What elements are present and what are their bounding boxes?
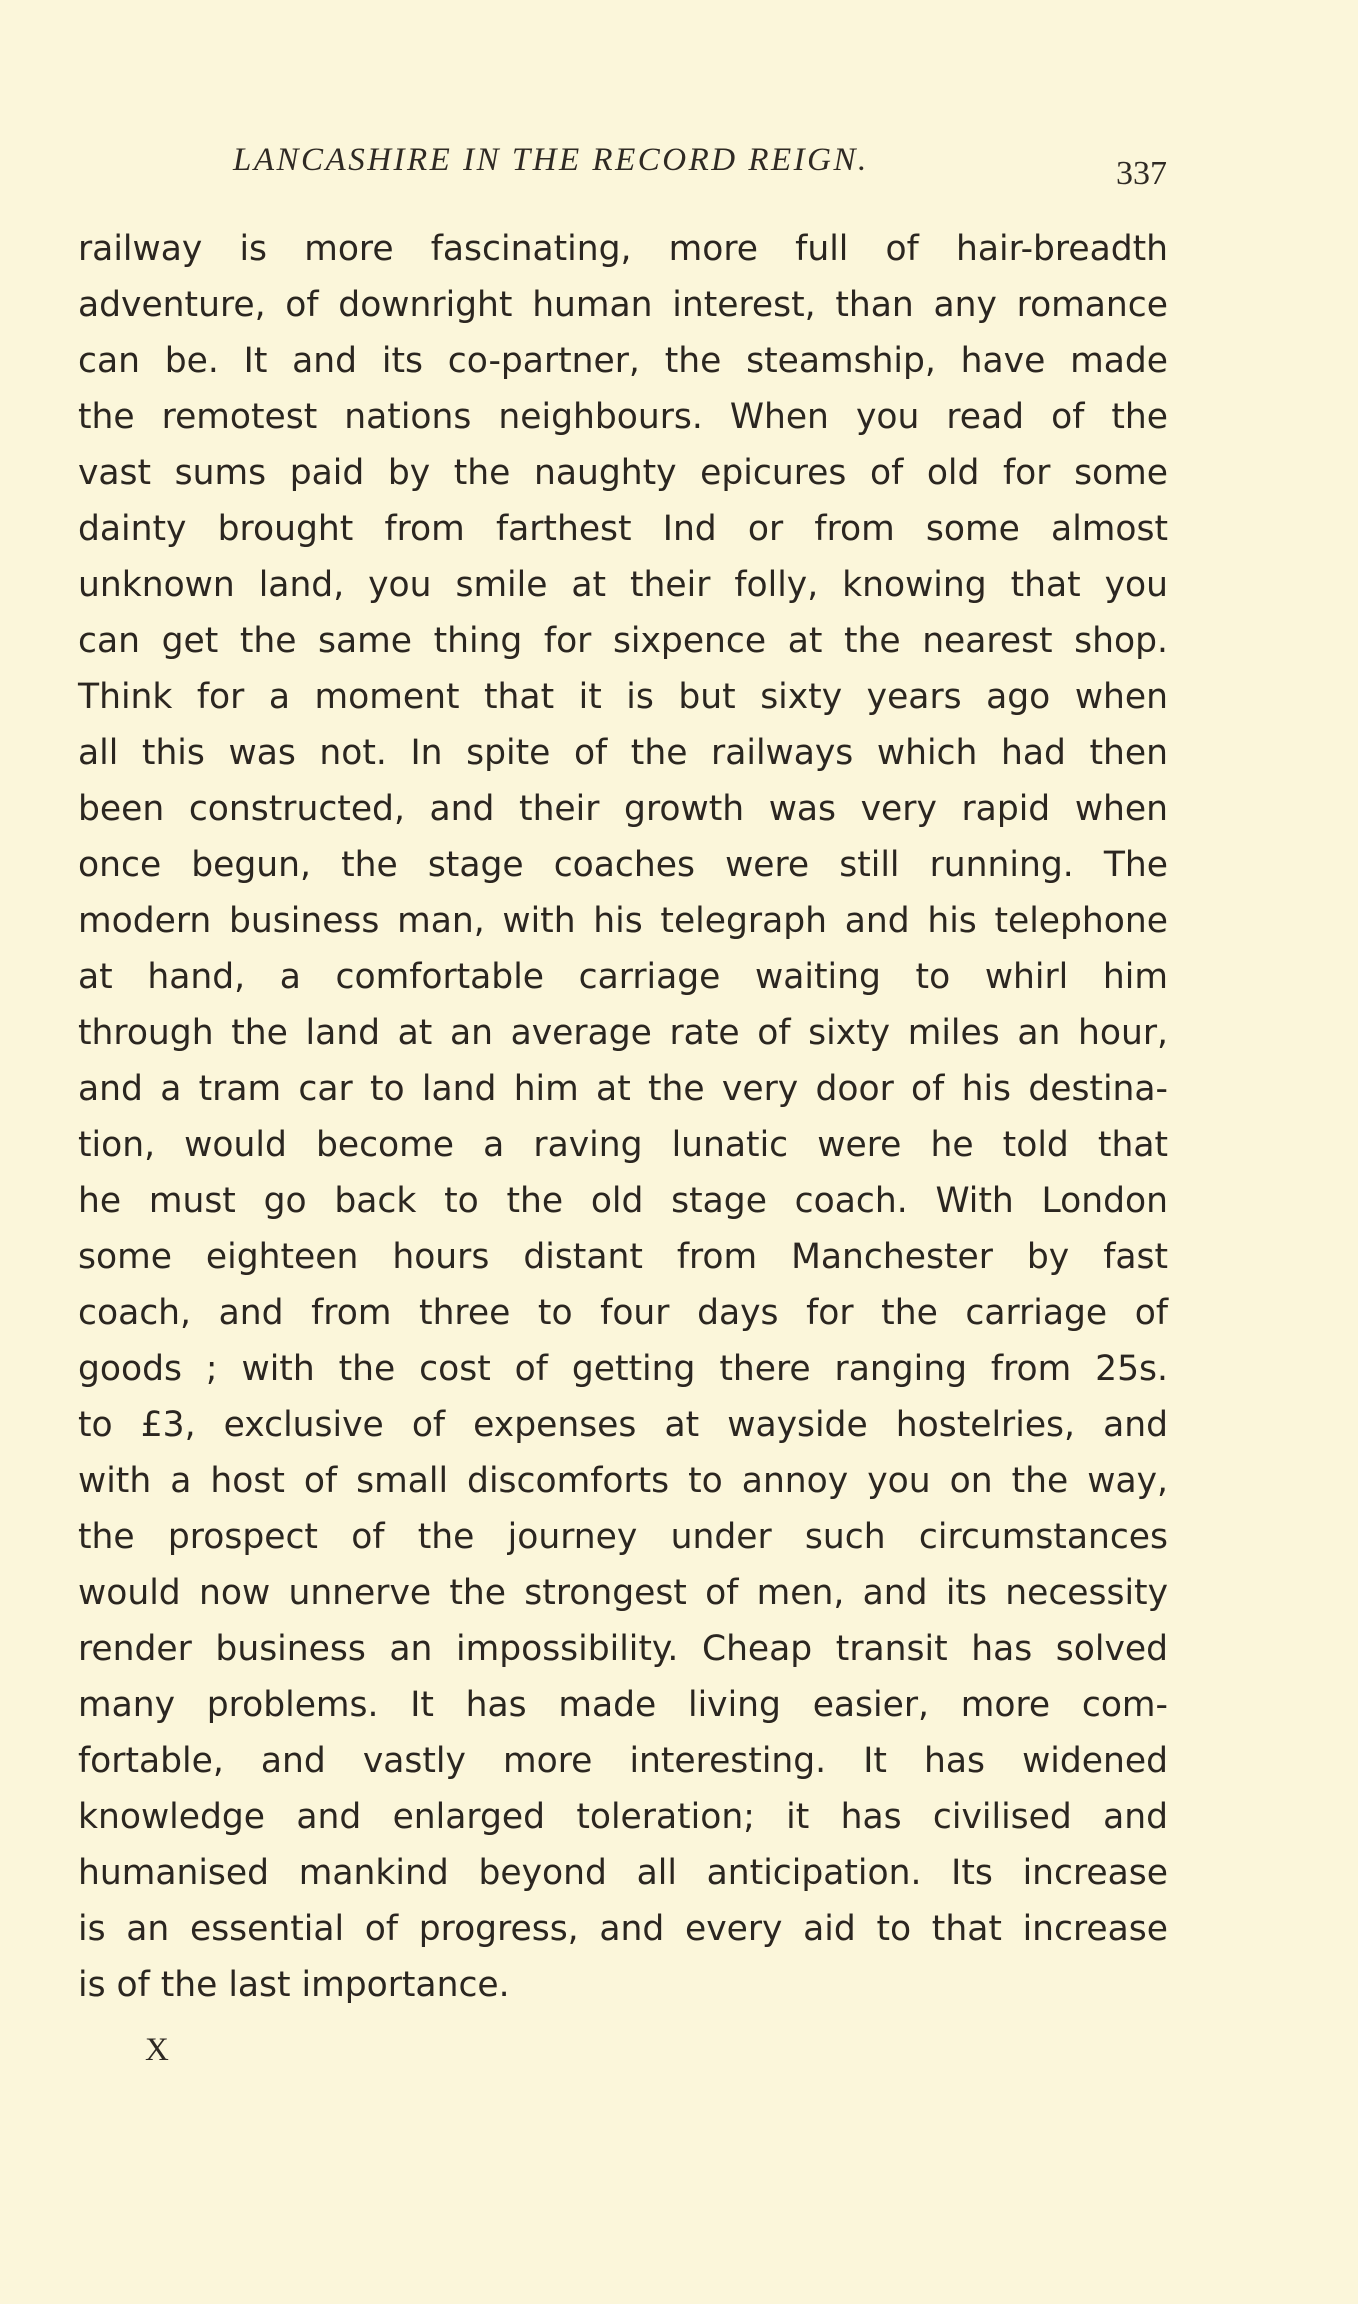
running-title: LANCASHIRE IN THE RECORD REIGN.	[233, 142, 869, 178]
text-line: with a host of small discomforts to annoy you on the way,	[78, 1461, 1168, 1501]
text-line: can be. It and its co-partner, the steamship, have made	[78, 341, 1168, 381]
text-line: some eighteen hours distant from Manchester by fast	[78, 1237, 1168, 1277]
text-line: render business an impossibility. Cheap transit has solved	[78, 1629, 1168, 1669]
signature-mark: X	[145, 2032, 169, 2068]
text-line: at hand, a comfortable carriage waiting to whirl him	[78, 957, 1168, 997]
text-line: fortable, and vastly more interesting. It has widened	[78, 1741, 1168, 1781]
text-line: to £3, exclusive of expenses at wayside hostelries, and	[78, 1405, 1168, 1445]
text-line: the prospect of the journey under such circumstances	[78, 1517, 1168, 1557]
text-line: humanised mankind beyond all anticipation. Its increase	[78, 1853, 1168, 1893]
text-line: and a tram car to land him at the very door of his destina-	[78, 1069, 1168, 1109]
text-line: the remotest nations neighbours. When you read of the	[78, 397, 1168, 437]
text-line: unknown land, you smile at their folly, knowing that you	[78, 565, 1168, 605]
text-line: railway is more fascinating, more full of hair-breadth	[78, 229, 1168, 269]
text-line: is of the last importance.	[78, 1965, 510, 2005]
text-line: through the land at an average rate of sixty miles an hour,	[78, 1013, 1168, 1053]
text-line: been constructed, and their growth was very rapid when	[78, 789, 1168, 829]
text-line: would now unnerve the strongest of men, and its necessity	[78, 1573, 1168, 1613]
text-line: Think for a moment that it is but sixty years ago when	[78, 677, 1168, 717]
text-line: can get the same thing for sixpence at the nearest shop.	[78, 621, 1168, 661]
text-line: modern business man, with his telegraph and his telephone	[78, 901, 1168, 941]
body-paragraph	[78, 221, 1168, 2013]
text-line: tion, would become a raving lunatic were he told that	[78, 1125, 1168, 1165]
text-line: knowledge and enlarged toleration; it has civilised and	[78, 1797, 1168, 1837]
text-line: adventure, of downright human interest, than any romance	[78, 285, 1168, 325]
text-line: once begun, the stage coaches were still running. The	[78, 845, 1168, 885]
text-line: goods ; with the cost of getting there ranging from 25s.	[78, 1349, 1168, 1389]
text-line: is an essential of progress, and every aid to that increase	[78, 1909, 1168, 1949]
text-line: coach, and from three to four days for the carriage of	[78, 1293, 1168, 1333]
page-number: 337	[1116, 155, 1167, 192]
text-line: dainty brought from farthest Ind or from some almost	[78, 509, 1168, 549]
text-line: vast sums paid by the naughty epicures of old for some	[78, 453, 1168, 493]
text-line: he must go back to the old stage coach. With London	[78, 1181, 1168, 1221]
text-line: all this was not. In spite of the railways which had then	[78, 733, 1168, 773]
text-line: many problems. It has made living easier, more com-	[78, 1685, 1168, 1725]
